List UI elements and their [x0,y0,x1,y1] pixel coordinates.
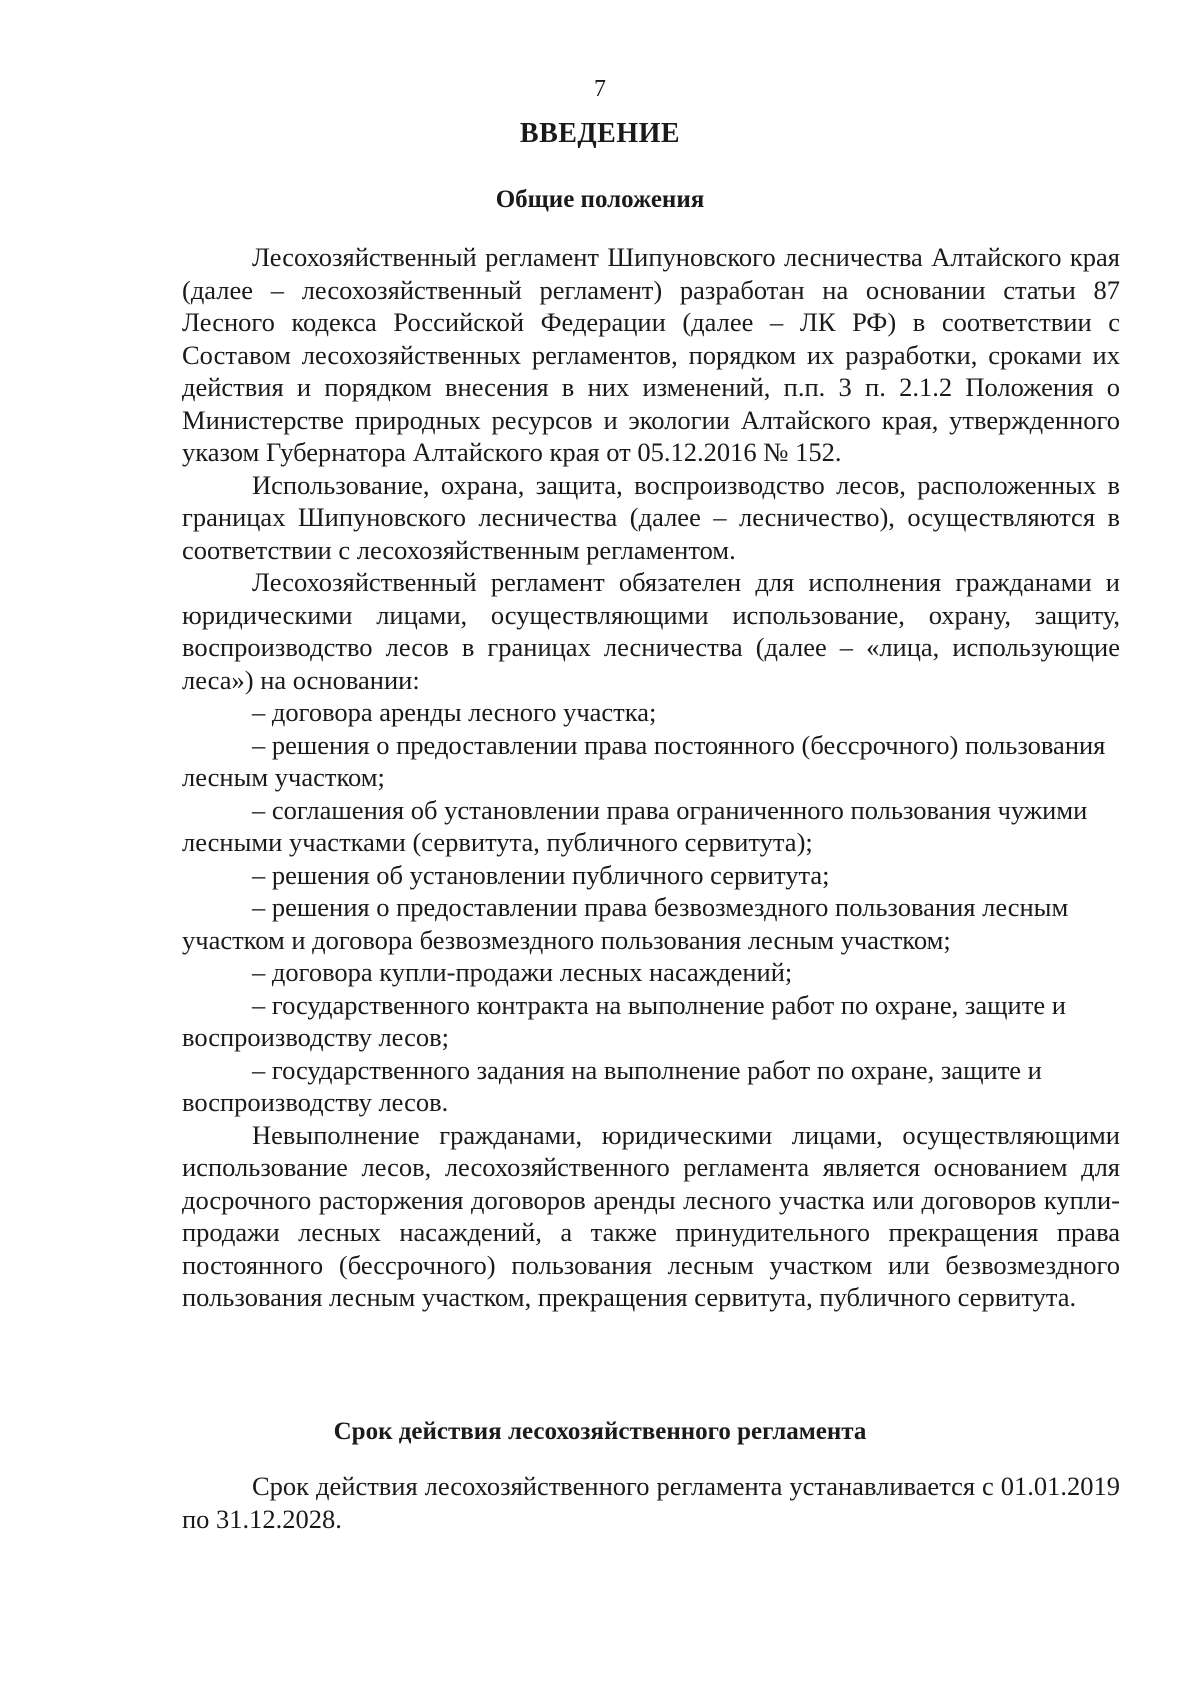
list-item: – государственного контракта на выполнение работ по охране, защите и воспроизводству лесов; [182,989,1066,1052]
section-validity-body [182,1470,1120,1535]
list-item: – договора купли-продажи лесных насаждений; [252,957,793,987]
paragraph: Срок действия лесохозяйственного регламента устанавливается с 01.01.2019 по 31.12.2028. [182,1471,1120,1534]
list-item: – соглашения об установлении права ограниченного пользования чужими лесными участками (сервитута, публичного сервитута); [182,794,1088,857]
paragraph: Невыполнение гражданами, юридическими лицами, осуществляющими использование лесов, лесохозяйственного регламента является основанием для досрочного расторжения договоров аренды лесного участка или договоров купли-продажи лесных насаждений, а также принудительного прекращения права постоянного (бессрочного) пользования лесным участком или безвозмездного пользования лесным участком, прекращения сервитута, публичного сервитута. [182,1119,1120,1312]
list-item: – решения о предоставлении права постоянного (бессрочного) пользования лесным участком; [182,729,1106,792]
paragraph: Использование, охрана, защита, воспроизводство лесов, расположенных в границах Шипуновского лесничества (далее – лесничество), осуществляются в соответствии с лесохозяйственным регламентом. [182,469,1120,565]
page-title: ВВЕДЕНИЕ [519,118,681,149]
section-heading-general: Общие положения [495,186,705,213]
paragraph: Лесохозяйственный регламент обязателен для исполнения гражданами и юридическими лицами, осуществляющими использование, охрану, защиту, воспроизводство лесов в границах лесничества (далее – «лица, использующие леса») на основании: [182,567,1120,695]
paragraph: Лесохозяйственный регламент Шипуновского лесничества Алтайского края (далее – лесохозяйственный регламент) разработан на основании статьи 87 Лесного кодекса Российской Федерации (далее – ЛК РФ) в соответствии с Составом лесохозяйственных регламентов, порядком их разработки, сроками их действия и порядком внесения в них изменений, п.п. 3 п. 2.1.2 Положения о Министерстве природных ресурсов и экологии Алтайского края, утвержденного указом Губернатора Алтайского края от 05.12.2016 № 152. [182,242,1120,467]
list-item: – решения о предоставлении права безвозмездного пользования лесным участком и договора безвозмездного пользования лесным участком; [182,892,1069,955]
list-item: – государственного задания на выполнение работ по охране, защите и воспроизводству лесов. [182,1054,1042,1117]
section-heading-validity: Срок действия лесохозяйственного регламента [333,1418,867,1445]
list-item: – решения об установлении публичного сервитута; [252,859,830,890]
list-item: – договора аренды лесного участка; [252,697,657,727]
page-number: 7 [594,76,606,102]
section-general-body [182,241,1120,1314]
